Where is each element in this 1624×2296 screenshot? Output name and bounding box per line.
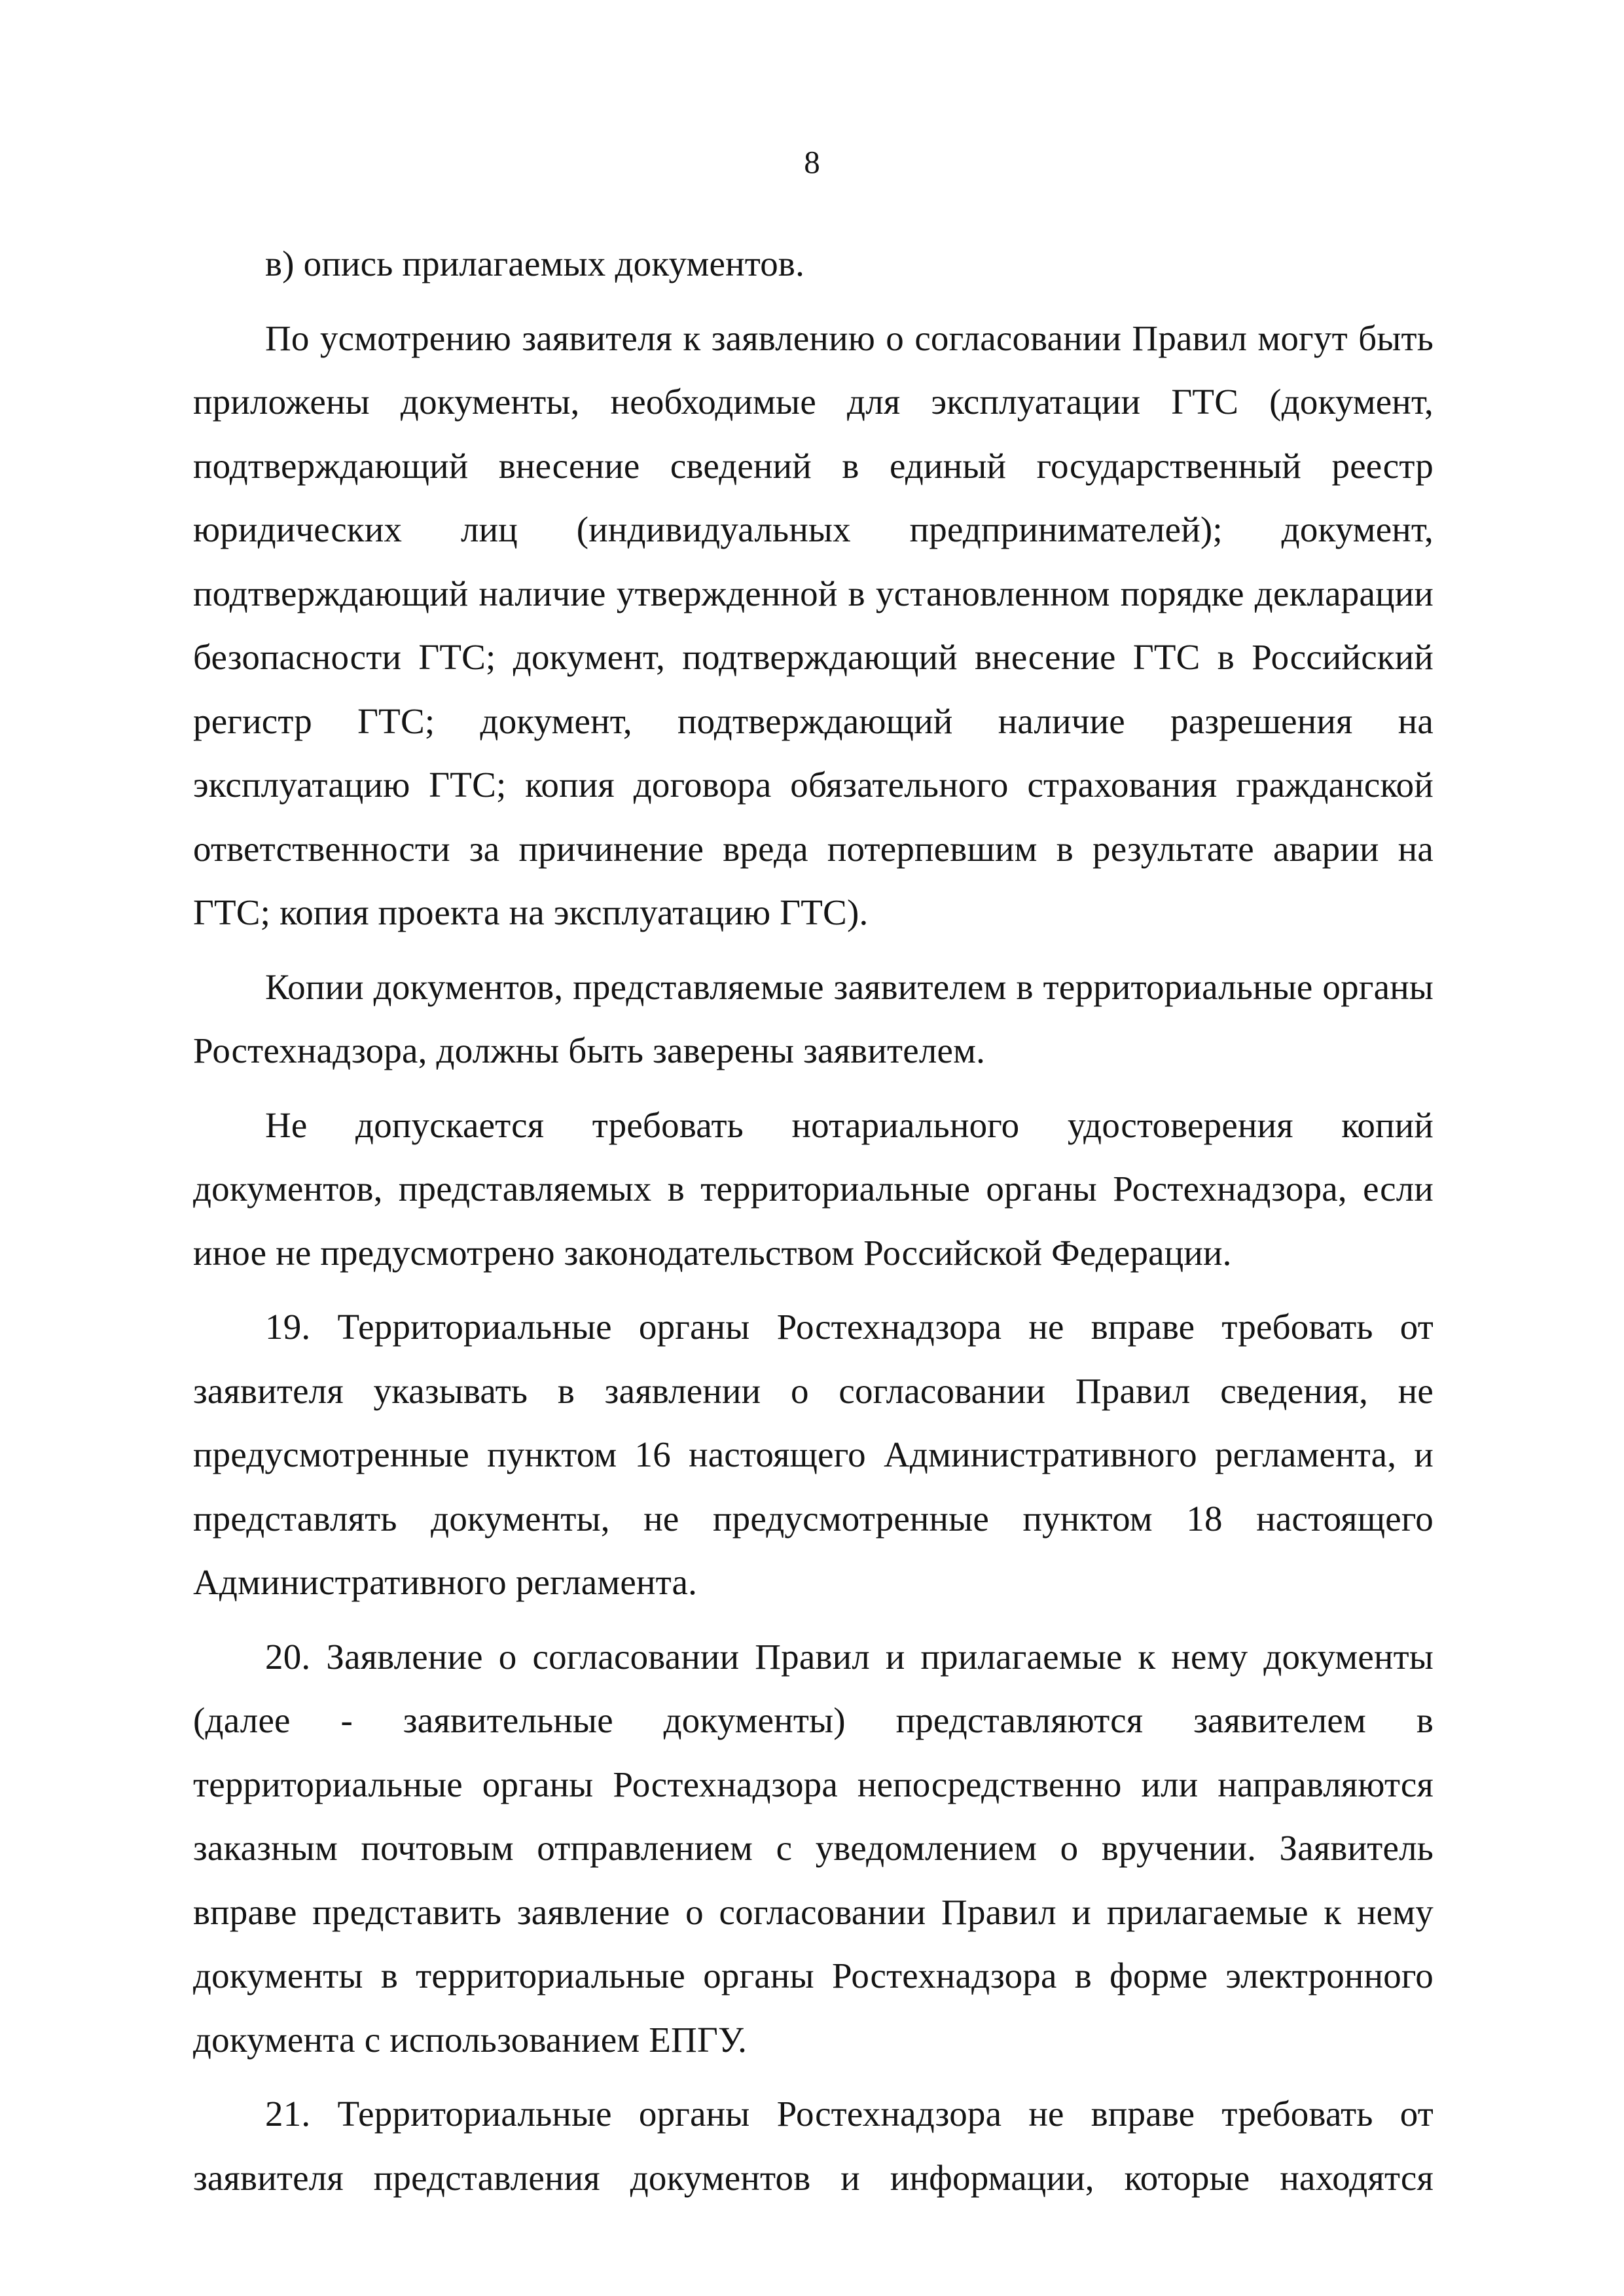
paragraph-item-20: 20. Заявление о согласовании Правил и прилагаемые к нему документы (далее - заявительные документы) представляются заявителем в территориальные органы Ростехнадзора непосредственно или направляются заказным почтовым отправлением с уведомлением о вручении. Заявитель вправе представить заявление о согласовании Правил и прилагаемые к нему документы в территориальные органы Ростехнадзора в форме электронного документа с использованием ЕПГУ. (193, 1636, 1434, 2060)
paragraph-attachments-list: в) опись прилагаемых документов. (265, 244, 805, 283)
paragraph-item-19: 19. Территориальные органы Ростехнадзора не вправе требовать от заявителя указывать в заявлении о согласовании Правил сведения, не предусмотренные пунктом 16 настоящего Административного регламента, и представлять документы, не предусмотренные пунктом 18 настоящего Административного регламента. (193, 1307, 1434, 1602)
paragraph-document-copies: Копии документов, представляемые заявителем в территориальные органы Ростехнадзора, должны быть заверены заявителем. (193, 966, 1434, 1070)
page-number: 8 (804, 144, 820, 180)
document-body (193, 232, 1434, 2210)
paragraph-item-21: 21. Территориальные органы Ростехнадзора не вправе требовать от заявителя представления документов и информации, которые находятся (193, 2094, 1434, 2198)
paragraph-optional-documents: По усмотрению заявителя к заявлению о согласовании Правил могут быть приложены документы, необходимые для эксплуатации ГТС (документ, подтверждающий внесение сведений в единый государственный реестр юридических лиц (индивидуальных предпринимателей); документ, подтверждающий наличие утвержденной в установленном порядке декларации безопасности ГТС; документ, подтверждающий внесение ГТС в Российский регистр ГТС; документ, подтверждающий наличие разрешения на эксплуатацию ГТС; копия договора обязательного страхования гражданской ответственности за причинение вреда потерпевшим в результате аварии на ГТС; копия проекта на эксплуатацию ГТС). (193, 318, 1434, 932)
paragraph-notarization: Не допускается требовать нотариального удостоверения копий документов, представляемых в территориальные органы Ростехнадзора, если иное не предусмотрено законодательством Российской Федерации. (193, 1104, 1434, 1273)
